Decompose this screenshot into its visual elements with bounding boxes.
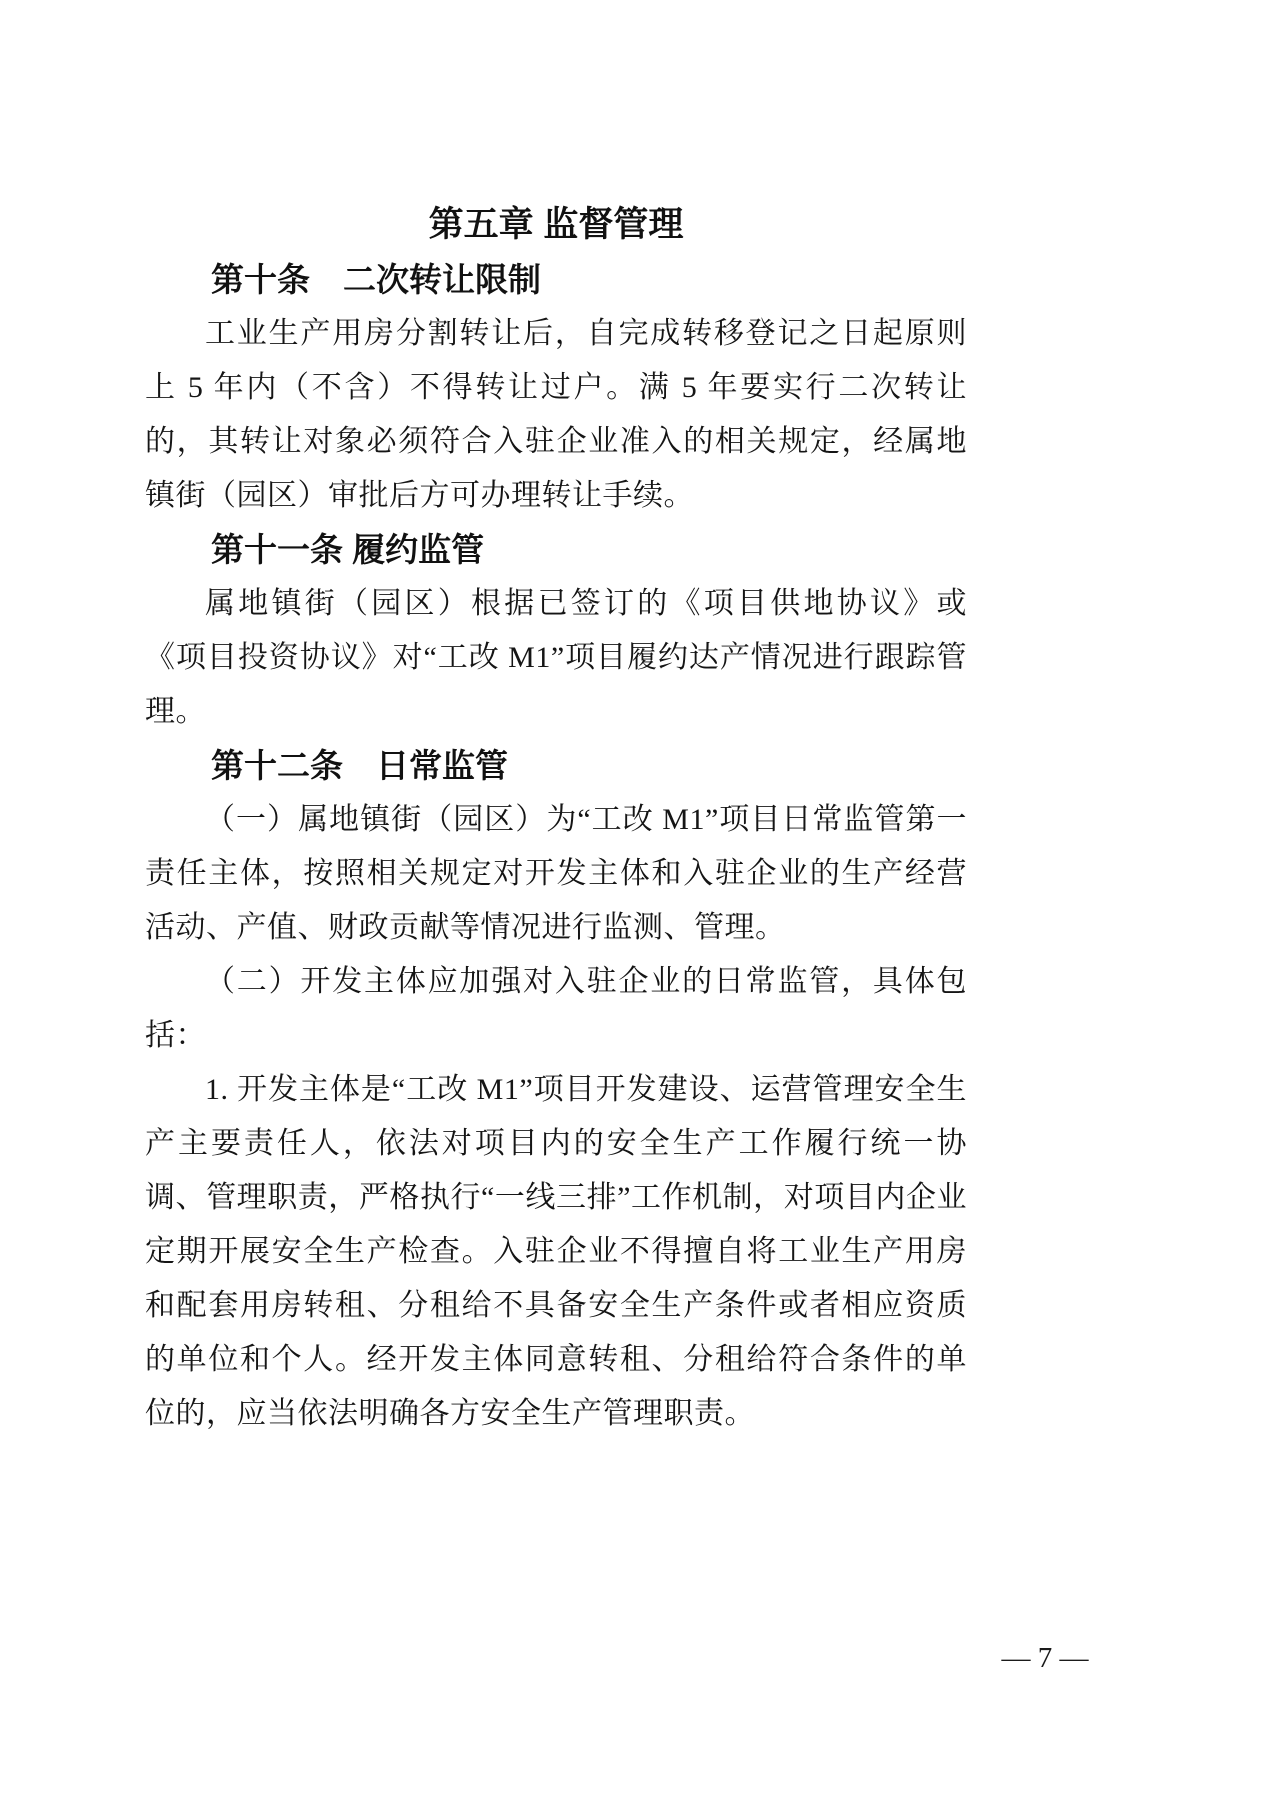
article-10-paragraph: 工业生产用房分割转让后，自完成转移登记之日起原则上 5 年内（不含）不得转让过户。满 5 年要实行二次转让的，其转让对象必须符合入驻企业准入的相关规定，经属地镇街（园区）审批后方可办理转让手续。: [145, 317, 967, 512]
article-12-heading: 第十二条 日常监管: [211, 747, 508, 784]
article-12-paragraph-3: 1. 开发主体是“工改 M1”项目开发建设、运营管理安全生产主要责任人，依法对项目内的安全生产工作履行统一协调、管理职责，严格执行“一线三排”工作机制，对项目内企业定期开展安全生产检查。入驻企业不得擅自将工业生产用房和配套用房转租、分租给不具备安全生产条件或者相应资质的单位和个人。经开发主体同意转租、分租给符合条件的单位的，应当依法明确各方安全生产管理职责。: [145, 1073, 967, 1430]
article-12-paragraph-1: （一）属地镇街（园区）为“工改 M1”项目日常监管第一责任主体，按照相关规定对开发主体和入驻企业的生产经营活动、产值、财政贡献等情况进行监测、管理。: [145, 803, 967, 944]
page-number: — 7 —: [1001, 1642, 1089, 1674]
chapter-title: 第五章 监督管理: [428, 205, 684, 244]
document-text-block: [145, 196, 967, 1441]
article-10-heading: 第十条 二次转让限制: [211, 261, 541, 298]
article-12-paragraph-2: （二）开发主体应加强对入驻企业的日常监管，具体包括：: [145, 965, 967, 1052]
article-11-heading: 第十一条 履约监管: [211, 531, 485, 568]
article-11-paragraph: 属地镇街（园区）根据已签订的《项目供地协议》或《项目投资协议》对“工改 M1”项目履约达产情况进行跟踪管理。: [145, 587, 967, 728]
